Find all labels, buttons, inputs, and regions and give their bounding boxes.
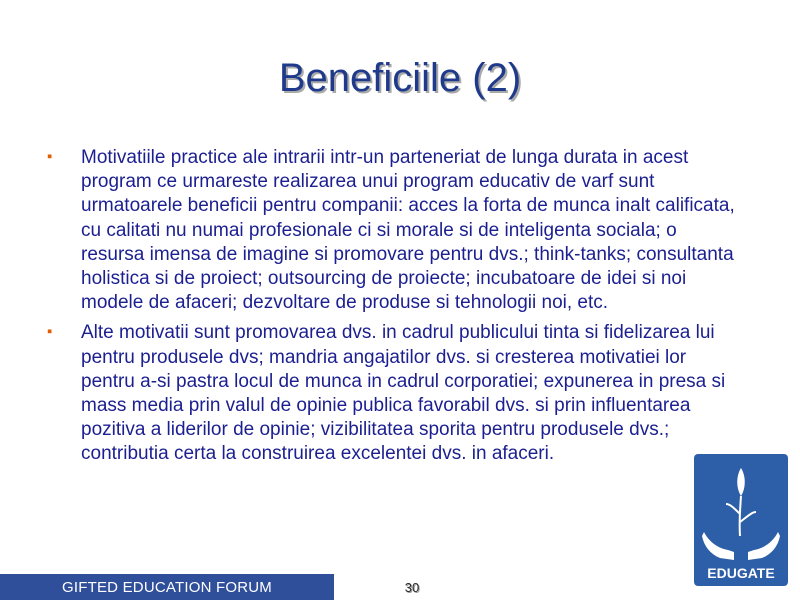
footer-bar [0, 574, 334, 600]
bullet-text: Motivatiile practice ale intrarii intr-un parteneriat de lunga durata in acest program ce urmareste realizarea unui program educativ de varf sunt urmatoarele beneficii pentru companii: acces la forta de munca inalt calificata, cu calitati nu numai profesionale ci si morale si de inteligenta sociala; o resursa imensa de imagine si promovare pentru dvs.; think-tanks; consultanta holistica si de proiect; outsourcing de proiecte; incubatoare de idei si noi modele de afaceri; dezvoltare de produse si tehnologii noi, etc. [81, 147, 735, 314]
edugate-logo-icon [694, 454, 788, 586]
slide-title: Beneficiile (2) [278, 56, 522, 100]
bullet-list [44, 146, 744, 473]
square-bullet-icon: ▪ [47, 323, 53, 341]
logo-text: EDUGATE [707, 565, 775, 581]
bullet-item [44, 146, 744, 315]
footer-title: GIFTED EDUCATION FORUM [62, 578, 272, 596]
square-bullet-icon: ▪ [47, 148, 53, 165]
page-number: 30 [404, 580, 420, 595]
bullet-item [44, 321, 744, 466]
bullet-text: Alte motivatii sunt promovarea dvs. in cadrul publicului tinta si fidelizarea lui pentru produsele dvs; mandria angajatilor dvs. si cresterea motivatiei lor pentru a-si pastra locul de munca in cadrul corporatiei; expunerea in presa si mass media prin valul de opinie publica favorabil dvs. si prin influentarea pozitiva a liderilor de opinie; vizibilitatea sporita pentru produsele dvs.; contributia certa la construirea excelentei dvs. in afaceri. [81, 322, 726, 465]
